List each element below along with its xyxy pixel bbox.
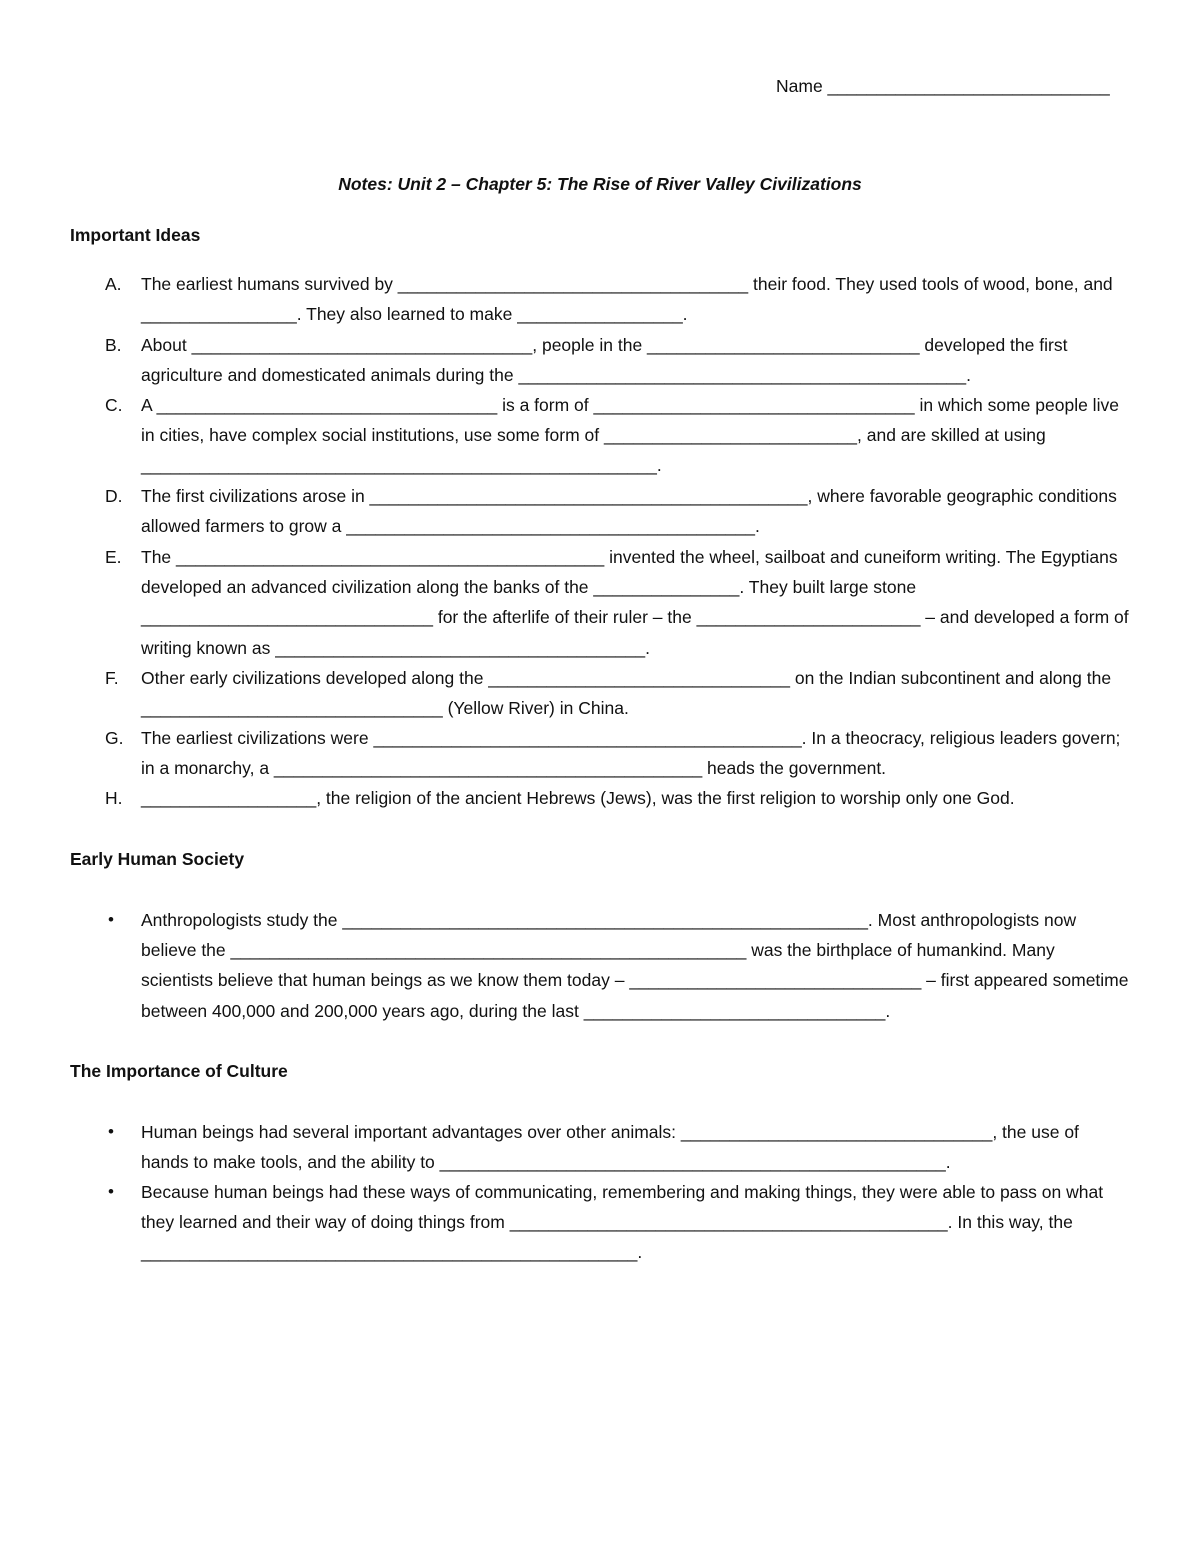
item-text: A ___________________________________ is a form of _________________________________ in which some people live in cities, have complex social institutions, use some form of __________________________, and are skilled at using _____________________________________________________.: [141, 395, 1119, 476]
item-text: Anthropologists study the ______________________________________________________. Most anthropologists now believe the _____________________________________________________ was the birthplace of humankind. Many scientists believe that human beings as we know them today – ______________________________ – first appeared sometime between 400,000 and 200,000 years ago, during the last _______________________________.: [141, 910, 1129, 1021]
item-text: Other early civilizations developed along the _______________________________ on the Indian subcontinent and along the _______________________________ (Yellow River) in China.: [141, 668, 1112, 719]
section-heading-early-human-society: Early Human Society: [70, 849, 245, 869]
item-marker: H.: [105, 788, 123, 808]
name-label: Name: [776, 76, 828, 96]
bullet-marker: •: [108, 1182, 114, 1201]
item-text: Human beings had several important advantages over other animals: ________________________________, the use of hands to make tools, and the ability to ____________________________________________________.: [141, 1122, 1079, 1173]
bullet-marker: •: [108, 1122, 114, 1141]
item-text: The ____________________________________________ invented the wheel, sailboat and cuneiform writing. The Egyptians developed an advanced civilization along the banks of the _______________. They built large stone ______________________________ for the afterlife of their ruler – the _______________________ – and developed a form of writing known as ______________________________________.: [141, 547, 1129, 658]
name-blank[interactable]: _____________________________: [827, 76, 1110, 96]
item-marker: F.: [105, 668, 119, 688]
section-heading-important-ideas: Important Ideas: [70, 225, 201, 245]
item-text: __________________, the religion of the ancient Hebrews (Jews), was the first religion to worship only one God.: [141, 788, 1015, 808]
item-marker: C.: [105, 395, 123, 415]
item-text: The first civilizations arose in _____________________________________________, where favorable geographic conditions allowed farmers to grow a __________________________________________.: [141, 486, 1117, 537]
item-marker: B.: [105, 335, 122, 355]
item-marker: D.: [105, 486, 123, 506]
item-marker: G.: [105, 728, 124, 748]
item-text: The earliest humans survived by ____________________________________ their food. They used tools of wood, bone, and ________________. They also learned to make _________________.: [141, 274, 1113, 325]
item-text: The earliest civilizations were ____________________________________________. In a theocracy, religious leaders govern; in a monarchy, a ____________________________________________ heads the government.: [141, 728, 1121, 779]
bullet-marker: •: [108, 910, 114, 929]
item-marker: A.: [105, 274, 122, 294]
item-text: About ___________________________________, people in the ____________________________ developed the first agriculture and domesticated animals during the ______________________________________________.: [141, 335, 1068, 386]
item-marker: E.: [105, 547, 122, 567]
item-text: Because human beings had these ways of communicating, remembering and making things, they were able to pass on what they learned and their way of doing things from _____________________________________________. In this way, the ___________________________________________________.: [141, 1182, 1104, 1263]
section-heading-importance-of-culture: The Importance of Culture: [70, 1061, 288, 1081]
name-field: [776, 74, 1110, 98]
page-title: Notes: Unit 2 – Chapter 5: The Rise of River Valley Civilizations: [338, 174, 862, 194]
